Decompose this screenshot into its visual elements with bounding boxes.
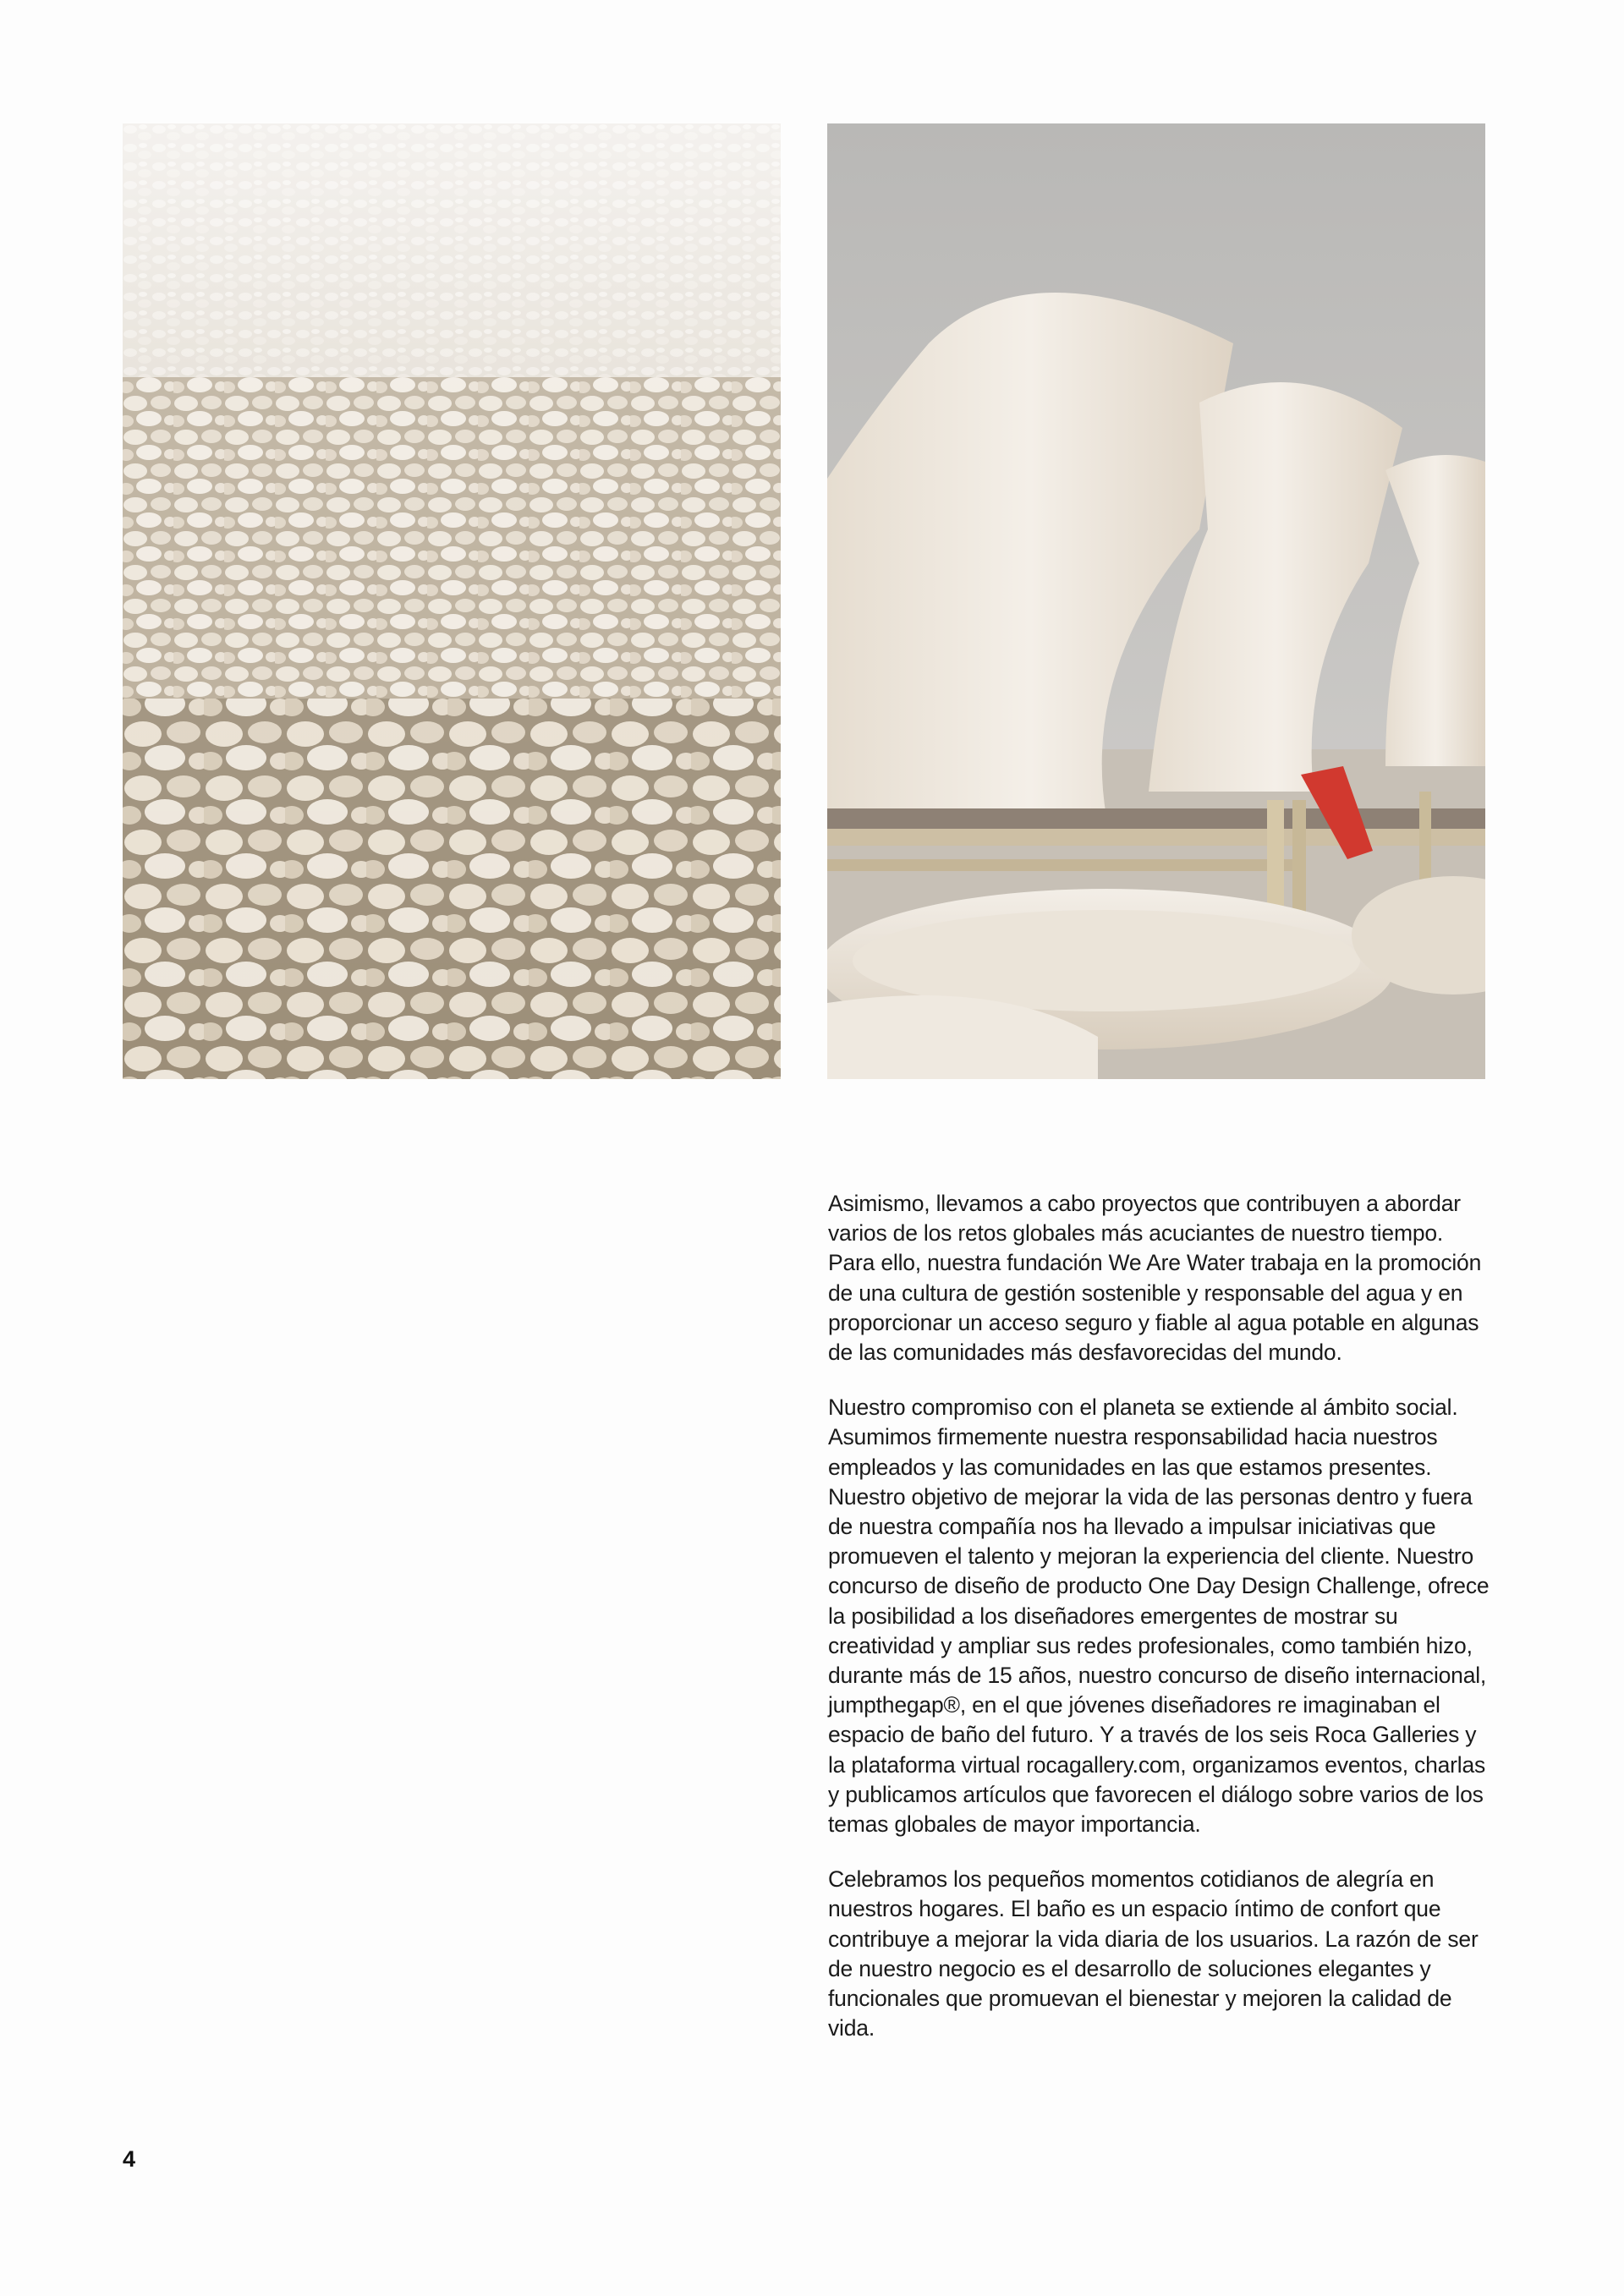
paragraph-social-commitment: Nuestro compromiso con el planeta se extiende al ámbito social. Asumimos firmemente nuestra responsabilidad hacia nuestros empleados y las comunidades en las que estamos presentes. Nuestro objetivo de mejorar la vida de las personas dentro y fuera de nuestra compañía nos ha llevado a impulsar iniciativas que promueven el talento y mejoran la experiencia del cliente. Nuestro concurso de diseño de producto One Day Design Challenge, ofrece la posibilidad a los diseñadores emergentes de mostrar su creatividad y ampliar sus redes profesionales, como también hizo, durante más de 15 años, nuestro concurso de diseño internacional, jumpthegap®, en el que jóvenes diseñadores re imaginaban el espacio de baño del futuro. Y a través de los seis Roca Galleries y la plataforma virtual rocagallery.com, organizamos eventos, charlas y publicamos artículos que favorecen el diálogo sobre varios de los temas globales de mayor importancia. (828, 1395, 1490, 1838)
body-text-column (828, 1189, 1490, 2069)
white-pebbles-photo (123, 123, 781, 1079)
pebbles-illustration (123, 123, 781, 1079)
page-number: 4 (123, 2146, 136, 2172)
ceramic-toilets-production-line-photo (827, 123, 1485, 1079)
paragraph-bathroom-wellbeing: Celebramos los pequeños momentos cotidianos de alegría en nuestros hogares. El baño es un espacio íntimo de confort que contribuye a mejorar la vida diaria de los usuarios. La razón de ser de nuestro negocio es el desarrollo de soluciones elegantes y funcionales que promuevan el bienestar y mejoren la calidad de vida. (828, 1866, 1479, 2041)
ceramics-illustration (827, 123, 1485, 1079)
paragraph-we-are-water: Asimismo, llevamos a cabo proyectos que contribuyen a abordar varios de los retos globales más acuciantes de nuestro tiempo. Para ello, nuestra fundación We Are Water trabaja en la promoción de una cultura de gestión sostenible y responsable del agua y en proporcionar un acceso seguro y fiable al agua potable en algunas de las comunidades más desfavorecidas del mundo. (828, 1191, 1482, 1366)
